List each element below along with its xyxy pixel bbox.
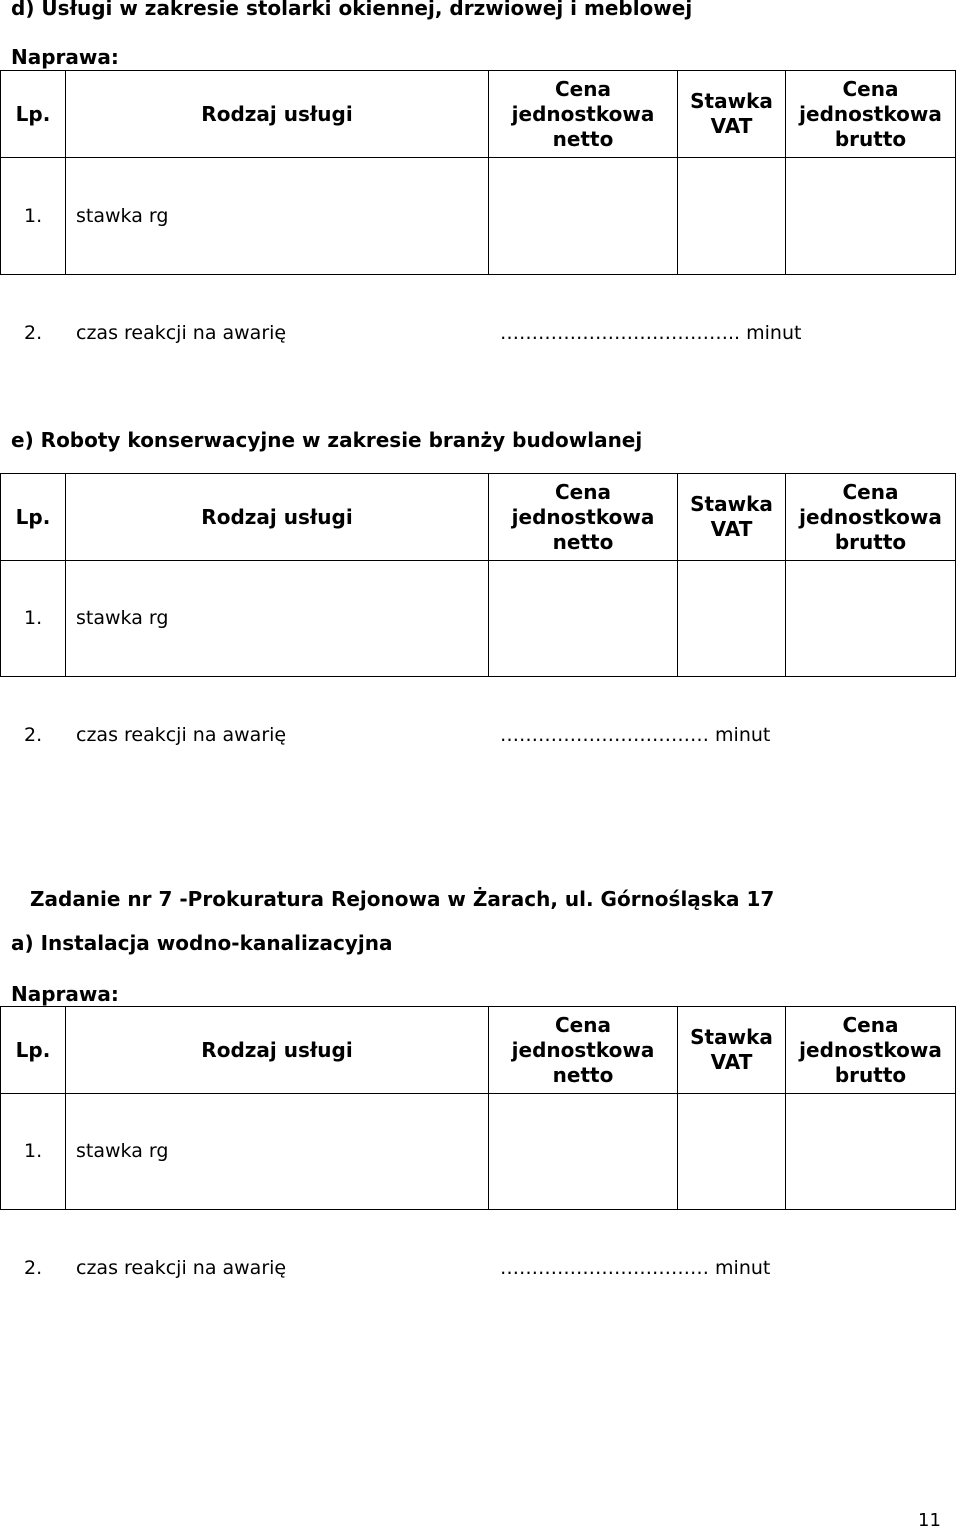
reaction-lp: 2. xyxy=(24,322,43,344)
section-a-subtitle: Naprawa: xyxy=(11,982,119,1006)
header-gross-price: Cena jednostkowa brutto xyxy=(799,479,942,554)
reaction-lp: 2. xyxy=(24,724,43,746)
reaction-value: ……………………………….. minut xyxy=(500,322,802,344)
row-lp: 1. xyxy=(24,205,43,227)
header-service: Rodzaj usługi xyxy=(201,1037,353,1062)
reaction-value: …………………………… minut xyxy=(500,1257,771,1279)
header-net-price: Cena jednostkowa netto xyxy=(511,76,655,151)
reaction-lp: 2. xyxy=(24,1257,43,1279)
header-lp: Lp. xyxy=(15,504,51,529)
row-lp: 1. xyxy=(24,607,43,629)
reaction-label: czas reakcji na awarię xyxy=(76,724,287,746)
header-vat: Stawka VAT xyxy=(690,492,773,541)
row-lp: 1. xyxy=(24,1140,43,1162)
reaction-label: czas reakcji na awarię xyxy=(76,1257,287,1279)
header-gross-price: Cena jednostkowa brutto xyxy=(799,76,942,151)
section-a-title: a) Instalacja wodno-kanalizacyjna xyxy=(11,931,393,955)
row-service: stawka rg xyxy=(76,1140,169,1162)
reaction-label: czas reakcji na awarię xyxy=(76,322,287,344)
row-service: stawka rg xyxy=(76,205,169,227)
reaction-value: …………………………… minut xyxy=(500,724,771,746)
header-lp: Lp. xyxy=(15,101,51,126)
header-vat: Stawka VAT xyxy=(690,89,773,138)
header-service: Rodzaj usługi xyxy=(201,101,353,126)
section-d-title: d) Usługi w zakresie stolarki okiennej, drzwiowej i meblowej xyxy=(11,0,693,20)
header-vat: Stawka VAT xyxy=(690,1025,773,1074)
header-net-price: Cena jednostkowa netto xyxy=(511,479,655,554)
header-lp: Lp. xyxy=(15,1037,51,1062)
row-service: stawka rg xyxy=(76,607,169,629)
task-title: Zadanie nr 7 -Prokuratura Rejonowa w Żarach, ul. Górnośląska 17 xyxy=(30,887,775,911)
section-e-title: e) Roboty konserwacyjne w zakresie branży budowlanej xyxy=(11,428,643,452)
header-net-price: Cena jednostkowa netto xyxy=(511,1012,655,1087)
page-number: 11 xyxy=(918,1510,941,1531)
header-service: Rodzaj usługi xyxy=(201,504,353,529)
section-d-subtitle: Naprawa: xyxy=(11,45,119,69)
header-gross-price: Cena jednostkowa brutto xyxy=(799,1012,942,1087)
